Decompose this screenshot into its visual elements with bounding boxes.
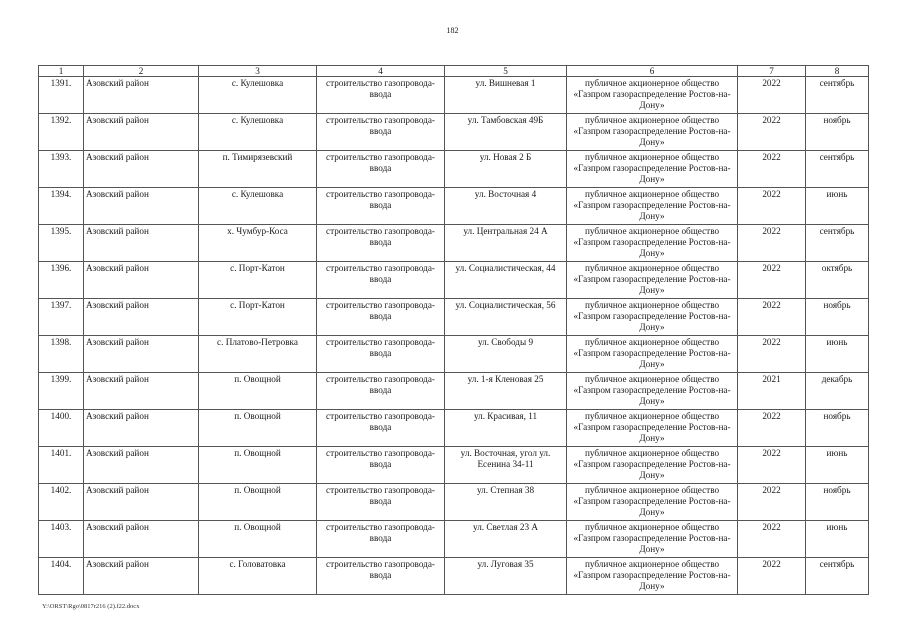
row-number: 1397. (39, 299, 84, 336)
address-cell: ул. Красивая, 11 (445, 410, 567, 447)
address-cell: ул. Тамбовская 49Б (445, 114, 567, 151)
table-row (39, 151, 869, 188)
address-cell: ул. Вишневая 1 (445, 77, 567, 114)
address-cell: ул. Восточная, угол ул. Есенина 34-11 (445, 447, 567, 484)
table-row (39, 410, 869, 447)
work-type-cell: строительство газопровода-ввода (317, 521, 445, 558)
work-type-cell: строительство газопровода-ввода (317, 373, 445, 410)
table-row (39, 521, 869, 558)
year-cell: 2022 (738, 299, 806, 336)
settlement-cell: п. Овощной (199, 373, 317, 410)
organization-cell: публичное акционерное общество «Газпром газораспределение Ростов-на-Дону» (567, 373, 738, 410)
table-row (39, 77, 869, 114)
district-cell: Азовский район (84, 558, 199, 595)
month-cell: ноябрь (806, 410, 869, 447)
month-cell: ноябрь (806, 299, 869, 336)
organization-cell: публичное акционерное общество «Газпром газораспределение Ростов-на-Дону» (567, 225, 738, 262)
year-cell: 2022 (738, 558, 806, 595)
organization-cell: публичное акционерное общество «Газпром газораспределение Ростов-на-Дону» (567, 484, 738, 521)
month-cell: июнь (806, 336, 869, 373)
work-type-cell: строительство газопровода-ввода (317, 336, 445, 373)
column-header: 4 (317, 66, 445, 77)
district-cell: Азовский район (84, 188, 199, 225)
row-number: 1392. (39, 114, 84, 151)
column-header: 2 (84, 66, 199, 77)
year-cell: 2021 (738, 373, 806, 410)
row-number: 1395. (39, 225, 84, 262)
month-cell: июнь (806, 447, 869, 484)
district-cell: Азовский район (84, 225, 199, 262)
organization-cell: публичное акционерное общество «Газпром газораспределение Ростов-на-Дону» (567, 151, 738, 188)
work-type-cell: строительство газопровода-ввода (317, 114, 445, 151)
footer-file-path: Y:\ORST\Rgo\0817r216 (2).f22.docx (42, 603, 140, 610)
month-cell: ноябрь (806, 484, 869, 521)
month-cell: ноябрь (806, 114, 869, 151)
row-number: 1393. (39, 151, 84, 188)
district-cell: Азовский район (84, 521, 199, 558)
settlement-cell: с. Порт-Катон (199, 262, 317, 299)
address-cell: ул. Социалистическая, 44 (445, 262, 567, 299)
registry-table (38, 65, 869, 595)
row-number: 1396. (39, 262, 84, 299)
settlement-cell: п. Тимирязевский (199, 151, 317, 188)
column-header: 6 (567, 66, 738, 77)
row-number: 1401. (39, 447, 84, 484)
work-type-cell: строительство газопровода-ввода (317, 188, 445, 225)
district-cell: Азовский район (84, 336, 199, 373)
month-cell: сентябрь (806, 77, 869, 114)
year-cell: 2022 (738, 114, 806, 151)
year-cell: 2022 (738, 225, 806, 262)
year-cell: 2022 (738, 521, 806, 558)
settlement-cell: п. Овощной (199, 447, 317, 484)
organization-cell: публичное акционерное общество «Газпром газораспределение Ростов-на-Дону» (567, 77, 738, 114)
address-cell: ул. Луговая 35 (445, 558, 567, 595)
work-type-cell: строительство газопровода-ввода (317, 262, 445, 299)
column-header: 7 (738, 66, 806, 77)
district-cell: Азовский район (84, 410, 199, 447)
work-type-cell: строительство газопровода-ввода (317, 225, 445, 262)
table-row (39, 447, 869, 484)
district-cell: Азовский район (84, 114, 199, 151)
column-header: 3 (199, 66, 317, 77)
table-row (39, 558, 869, 595)
year-cell: 2022 (738, 484, 806, 521)
organization-cell: публичное акционерное общество «Газпром газораспределение Ростов-на-Дону» (567, 410, 738, 447)
row-number: 1394. (39, 188, 84, 225)
row-number: 1400. (39, 410, 84, 447)
year-cell: 2022 (738, 410, 806, 447)
month-cell: июнь (806, 188, 869, 225)
table-row (39, 262, 869, 299)
table-row (39, 188, 869, 225)
year-cell: 2022 (738, 188, 806, 225)
year-cell: 2022 (738, 77, 806, 114)
row-number: 1398. (39, 336, 84, 373)
month-cell: сентябрь (806, 225, 869, 262)
organization-cell: публичное акционерное общество «Газпром газораспределение Ростов-на-Дону» (567, 521, 738, 558)
organization-cell: публичное акционерное общество «Газпром газораспределение Ростов-на-Дону» (567, 114, 738, 151)
settlement-cell: с. Кулешовка (199, 188, 317, 225)
table-row (39, 336, 869, 373)
work-type-cell: строительство газопровода-ввода (317, 484, 445, 521)
column-header: 5 (445, 66, 567, 77)
row-number: 1399. (39, 373, 84, 410)
row-number: 1402. (39, 484, 84, 521)
row-number: 1403. (39, 521, 84, 558)
address-cell: ул. Свободы 9 (445, 336, 567, 373)
work-type-cell: строительство газопровода-ввода (317, 151, 445, 188)
address-cell: ул. 1-я Кленовая 25 (445, 373, 567, 410)
settlement-cell: с. Порт-Катон (199, 299, 317, 336)
month-cell: декабрь (806, 373, 869, 410)
table-row (39, 299, 869, 336)
district-cell: Азовский район (84, 484, 199, 521)
work-type-cell: строительство газопровода-ввода (317, 410, 445, 447)
page-number: 182 (446, 26, 459, 35)
district-cell: Азовский район (84, 373, 199, 410)
district-cell: Азовский район (84, 299, 199, 336)
month-cell: октябрь (806, 262, 869, 299)
organization-cell: публичное акционерное общество «Газпром газораспределение Ростов-на-Дону» (567, 558, 738, 595)
month-cell: сентябрь (806, 558, 869, 595)
settlement-cell: п. Овощной (199, 521, 317, 558)
work-type-cell: строительство газопровода-ввода (317, 299, 445, 336)
table-row (39, 114, 869, 151)
settlement-cell: с. Головатовка (199, 558, 317, 595)
address-cell: ул. Социалистическая, 56 (445, 299, 567, 336)
work-type-cell: строительство газопровода-ввода (317, 558, 445, 595)
month-cell: сентябрь (806, 151, 869, 188)
work-type-cell: строительство газопровода-ввода (317, 447, 445, 484)
settlement-cell: с. Кулешовка (199, 77, 317, 114)
work-type-cell: строительство газопровода-ввода (317, 77, 445, 114)
settlement-cell: п. Овощной (199, 484, 317, 521)
row-number: 1404. (39, 558, 84, 595)
row-number: 1391. (39, 77, 84, 114)
year-cell: 2022 (738, 151, 806, 188)
organization-cell: публичное акционерное общество «Газпром газораспределение Ростов-на-Дону» (567, 299, 738, 336)
organization-cell: публичное акционерное общество «Газпром газораспределение Ростов-на-Дону» (567, 262, 738, 299)
settlement-cell: х. Чумбур-Коса (199, 225, 317, 262)
year-cell: 2022 (738, 447, 806, 484)
column-header: 8 (806, 66, 869, 77)
district-cell: Азовский район (84, 447, 199, 484)
organization-cell: публичное акционерное общество «Газпром газораспределение Ростов-на-Дону» (567, 336, 738, 373)
district-cell: Азовский район (84, 262, 199, 299)
column-number-header-row (39, 66, 869, 77)
address-cell: ул. Восточная 4 (445, 188, 567, 225)
settlement-cell: с. Кулешовка (199, 114, 317, 151)
address-cell: ул. Степная 38 (445, 484, 567, 521)
organization-cell: публичное акционерное общество «Газпром газораспределение Ростов-на-Дону» (567, 447, 738, 484)
settlement-cell: с. Платово-Петровка (199, 336, 317, 373)
table-row (39, 225, 869, 262)
address-cell: ул. Центральная 24 А (445, 225, 567, 262)
district-cell: Азовский район (84, 77, 199, 114)
year-cell: 2022 (738, 262, 806, 299)
table-row (39, 373, 869, 410)
month-cell: июнь (806, 521, 869, 558)
table-row (39, 484, 869, 521)
district-cell: Азовский район (84, 151, 199, 188)
address-cell: ул. Новая 2 Б (445, 151, 567, 188)
settlement-cell: п. Овощной (199, 410, 317, 447)
organization-cell: публичное акционерное общество «Газпром газораспределение Ростов-на-Дону» (567, 188, 738, 225)
column-header: 1 (39, 66, 84, 77)
year-cell: 2022 (738, 336, 806, 373)
address-cell: ул. Светлая 23 А (445, 521, 567, 558)
